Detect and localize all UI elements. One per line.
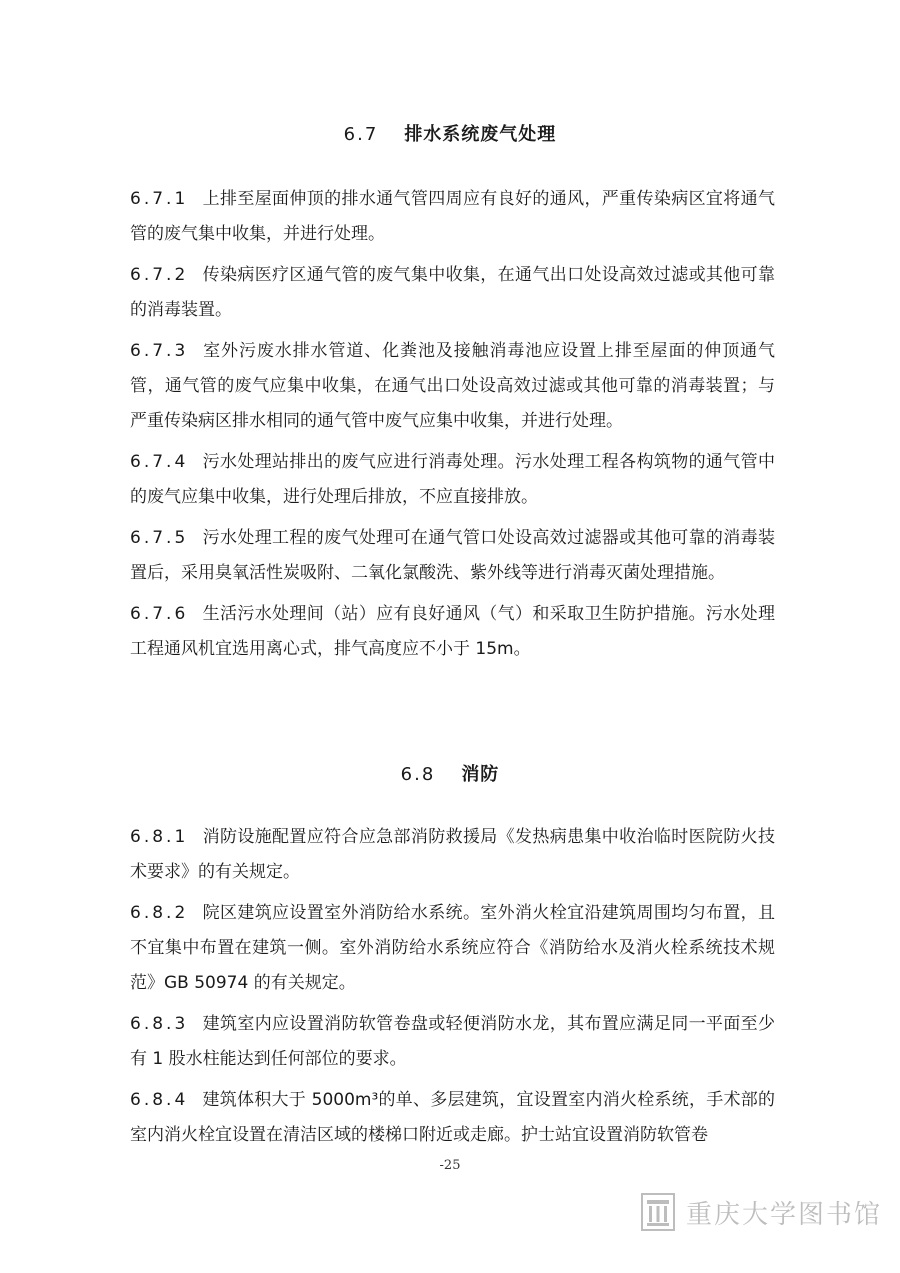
page-number: -25: [439, 1158, 461, 1173]
clause-text: 生活污水处理间（站）应有良好通风（气）和采取卫生防护措施。污水处理工程通风机宜选用离心式，排气高度应不小于 15m。: [130, 604, 775, 659]
clause-number: 6.7.6: [130, 604, 189, 624]
section-heading-6-8: [0, 760, 900, 786]
library-watermark: [640, 1190, 882, 1234]
clause-text: 消防设施配置应符合应急部消防救援局《发热病患集中收治临时医院防火技术要求》的有关规定。: [130, 827, 775, 882]
watermark-text: 重庆大学图书馆: [686, 1199, 883, 1230]
clause-number: 6.8.3: [130, 1014, 189, 1034]
clause-text: 院区建筑应设置室外消防给水系统。室外消火栓宜沿建筑周围均匀布置，且不宜集中布置在建筑一侧。室外消防给水系统应符合《消防给水及消火栓系统技术规范》GB 50974 的有关规定。: [130, 903, 775, 993]
clause-text: 建筑室内应设置消防软管卷盘或轻便消防水龙，其布置应满足同一平面至少有 1 股水柱能达到任何部位的要求。: [130, 1014, 775, 1069]
clause-6-8-2: [130, 896, 775, 1001]
clause-text: 污水处理站排出的废气应进行消毒处理。污水处理工程各构筑物的通气管中的废气应集中收集，进行处理后排放，不应直接排放。: [130, 452, 775, 507]
clause-number: 6.8.1: [130, 827, 189, 847]
clause-number: 6.7.3: [130, 341, 189, 361]
clause-6-7-1: [130, 182, 775, 252]
section-number: 6.8: [400, 764, 436, 785]
clause-text: 污水处理工程的废气处理可在通气管口处设高效过滤器或其他可靠的消毒装置后，采用臭氧活性炭吸附、二氧化氯酸洗、紫外线等进行消毒灭菌处理措施。: [130, 528, 775, 583]
clause-number: 6.7.2: [130, 265, 189, 285]
clause-6-7-5: [130, 521, 775, 591]
section-6-8-body: [130, 820, 775, 1159]
clause-text: 建筑体积大于 5000m³的单、多层建筑，宜设置室内消火栓系统，手术部的室内消火栓宜设置在清洁区域的楼梯口附近或走廊。护士站宜设置消防软管卷: [130, 1090, 775, 1145]
clause-number: 6.8.2: [130, 903, 189, 923]
clause-number: 6.7.1: [130, 189, 189, 209]
clause-6-8-4: [130, 1083, 775, 1153]
clause-text: 室外污废水排水管道、化粪池及接触消毒池应设置上排至屋面的伸顶通气管，通气管的废气应集中收集，在通气出口处设高效过滤或其他可靠的消毒装置；与严重传染病区排水相同的通气管中废气应集中收集，并进行处理。: [130, 341, 775, 431]
clause-text: 传染病医疗区通气管的废气集中收集，在通气出口处设高效过滤或其他可靠的消毒装置。: [130, 265, 775, 320]
clause-6-7-4: [130, 445, 775, 515]
clause-6-7-6: [130, 597, 775, 667]
clause-6-8-3: [130, 1007, 775, 1077]
clause-6-8-1: [130, 820, 775, 890]
section-title: 排水系统废气处理: [404, 124, 557, 145]
clause-text: 上排至屋面伸顶的排水通气管四周应有良好的通风，严重传染病区宜将通气管的废气集中收集，并进行处理。: [130, 189, 775, 244]
section-title: 消防: [461, 764, 500, 785]
section-6-7-body: [130, 182, 775, 673]
clause-number: 6.8.4: [130, 1090, 189, 1110]
clause-6-7-2: [130, 258, 775, 328]
library-logo-icon: [640, 1192, 676, 1232]
clause-number: 6.7.4: [130, 452, 189, 472]
clause-6-7-3: [130, 334, 775, 439]
clause-number: 6.7.5: [130, 528, 189, 548]
section-heading-6-7: [0, 120, 900, 146]
section-number: 6.7: [343, 124, 379, 145]
